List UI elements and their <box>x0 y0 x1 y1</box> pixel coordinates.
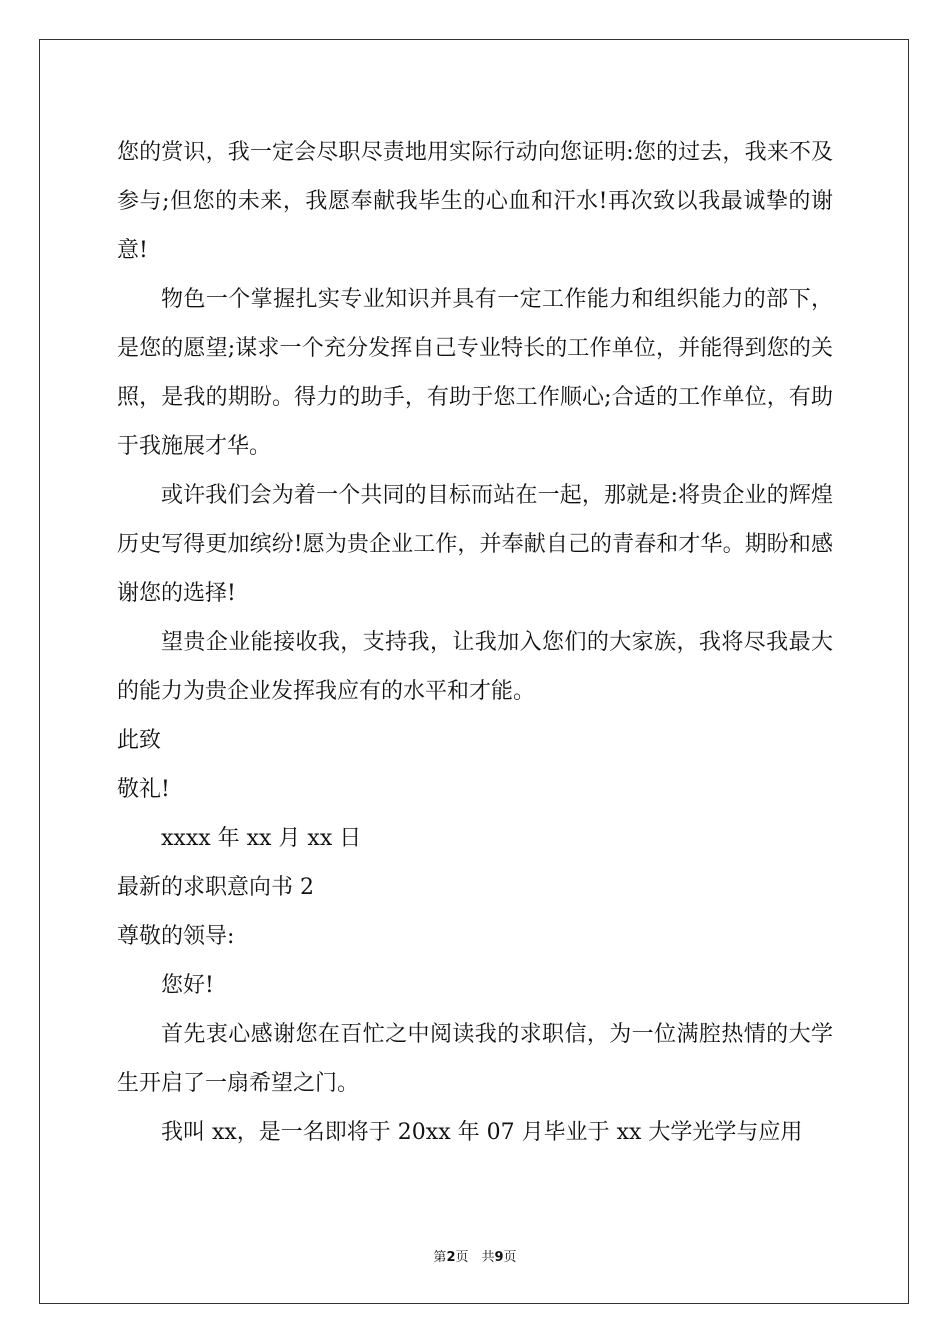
footer-page-number: 2 <box>446 1250 456 1265</box>
document-body <box>117 128 833 1157</box>
page-footer <box>0 1246 950 1265</box>
paragraph-1: 您的赏识，我一定会尽职尽责地用实际行动向您证明:您的过去，我来不及参与;但您的未来，我愿奉献我毕生的心血和汗水!再次致以我最诚挚的谢意! <box>117 140 833 263</box>
paragraph-3: 或许我们会为着一个共同的目标而站在一起，那就是:将贵企业的辉煌历史写得更加缤纷!愿为贵企业工作，并奉献自己的青春和才华。期盼和感谢您的选择! <box>117 483 833 606</box>
greeting: 您好! <box>161 973 214 998</box>
salutation: 尊敬的领导: <box>117 924 235 949</box>
section-title: 最新的求职意向书 2 <box>117 875 314 900</box>
paragraph-6: 我叫 xx，是一名即将于 20xx 年 07 月毕业于 xx 大学光学与应用 <box>161 1120 803 1145</box>
paragraph-4: 望贵企业能接收我，支持我，让我加入您们的大家族，我将尽我最大的能力为贵企业发挥我应有的水平和才能。 <box>117 630 833 704</box>
letter-date: xxxx 年 xx 月 xx 日 <box>161 826 362 851</box>
footer-mid: 页 共 <box>455 1250 495 1265</box>
footer-total-pages: 9 <box>494 1250 504 1265</box>
paragraph-5: 首先衷心感谢您在百忙之中阅读我的求职信，为一位满腔热情的大学生开启了一扇希望之门。 <box>117 1022 833 1096</box>
paragraph-2: 物色一个掌握扎实专业知识并具有一定工作能力和组织能力的部下，是您的愿望;谋求一个充分发挥自己专业特长的工作单位，并能得到您的关照，是我的期盼。得力的助手，有助于您工作顺心;合适的工作单位，有助于我施展才华。 <box>117 287 833 459</box>
closing-line-1: 此致 <box>117 728 162 753</box>
closing-line-2: 敬礼! <box>117 777 170 802</box>
footer-suffix: 页 <box>503 1250 517 1265</box>
footer-prefix: 第 <box>433 1250 447 1265</box>
